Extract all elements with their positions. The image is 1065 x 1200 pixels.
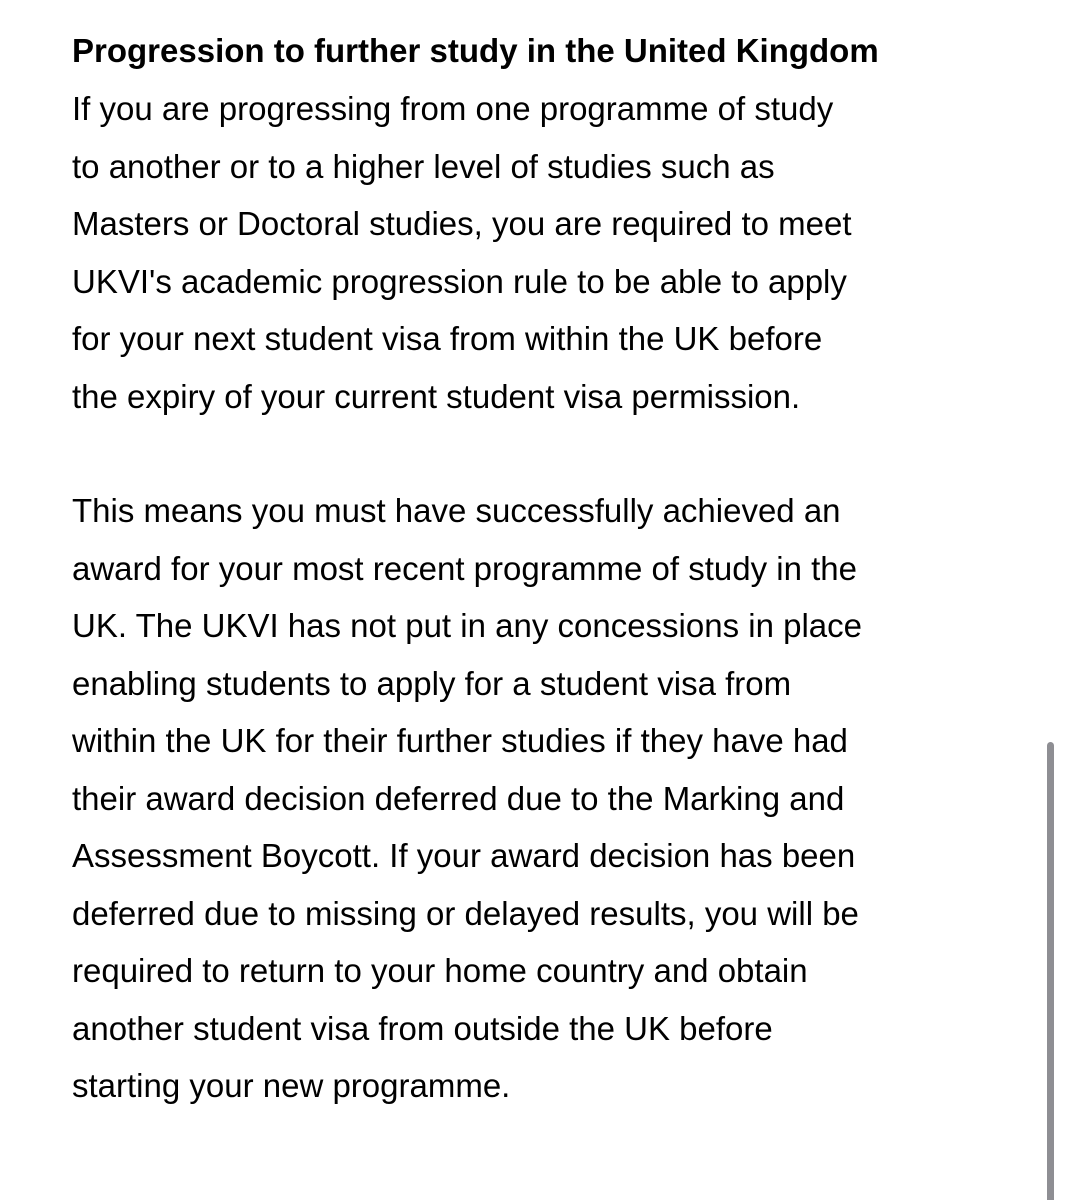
vertical-scrollbar[interactable] [1047,742,1054,1200]
document-body [72,22,1032,1115]
paragraph-award-requirement: This means you must have successfully achieved an award for your most recent programme of study in the UK. The UKVI has not put in any concessions in place enabling students to apply for a student visa from within the UK for their further studies if they have had their award decision deferred due to the Marking and Assessment Boycott. If your award decision has been deferred due to missing or delayed results, you will be required to return to your home country and obtain another student visa from outside the UK before starting your new programme. [72,492,863,1104]
paragraph-spacer [72,425,1032,482]
paragraph-progression-rule: If you are progressing from one programme of study to another or to a higher level of studies such as Masters or Doctoral studies, you are required to meet UKVI's academic progression rule to be able to apply for your next student visa from within the UK before the expiry of your current student visa permission. [72,90,852,415]
section-heading: Progression to further study in the United Kingdom [72,32,879,69]
